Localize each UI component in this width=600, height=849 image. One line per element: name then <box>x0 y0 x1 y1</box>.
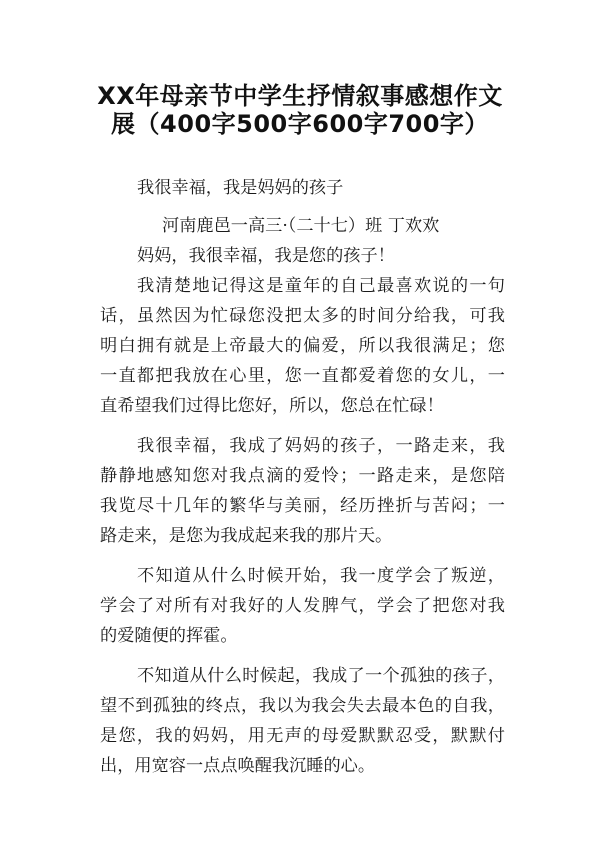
paragraph-line: 一直都把我放在心里，您一直都爱着您的女儿，一 <box>100 366 505 386</box>
paragraph-line: 我清楚地记得这是童年的自己最喜欢说的一句 <box>137 276 505 296</box>
paragraph-line: 不知道从什么时候起，我成了一个孤独的孩子， <box>137 666 505 686</box>
paragraph-line: 的爱随便的挥霍。 <box>100 626 238 646</box>
essay-author: 河南鹿邑一高三·（二十七）班 丁欢欢 <box>162 216 440 236</box>
paragraph-line: 我很幸福，我成了妈妈的孩子，一路走来，我 <box>137 436 505 456</box>
essay-title: 我很幸福，我是妈妈的孩子 <box>137 178 344 198</box>
paragraph-line: 是您，我的妈妈，用无声的母爱默默忍受，默默付 <box>100 726 505 746</box>
paragraph-line: 话，虽然因为忙碌您没把太多的时间分给我，可我 <box>100 306 505 326</box>
paragraph-line: 学会了对所有对我好的人发脾气，学会了把您对我 <box>100 596 505 616</box>
paragraph-line: 望不到孤独的终点，我以为我会失去最本色的自我， <box>100 696 505 716</box>
document-title-line-1: XX年母亲节中学生抒情叙事感想作文 <box>97 82 503 110</box>
paragraph-line: 路走来，是您为我成起来我的那片天。 <box>100 526 393 546</box>
paragraph-line: 我览尽十几年的繁华与美丽，经历挫折与苦闷；一 <box>100 496 505 516</box>
paragraph-line: 静静地感知您对我点滴的爱怜；一路走来，是您陪 <box>100 466 505 486</box>
paragraph-line: 直希望我们过得比您好，所以，您总在忙碌！ <box>100 396 444 416</box>
paragraph-line: 妈妈，我很幸福，我是您的孩子！ <box>137 246 395 266</box>
paragraph-line: 明白拥有就是上帝最大的偏爱，所以我很满足；您 <box>100 336 505 356</box>
document-title-line-2: 展（400字500字600字700字） <box>111 110 489 138</box>
paragraph-line: 出，用宽容一点点唤醒我沉睡的心。 <box>100 756 376 776</box>
paragraph-line: 不知道从什么时候开始，我一度学会了叛逆， <box>137 566 505 586</box>
